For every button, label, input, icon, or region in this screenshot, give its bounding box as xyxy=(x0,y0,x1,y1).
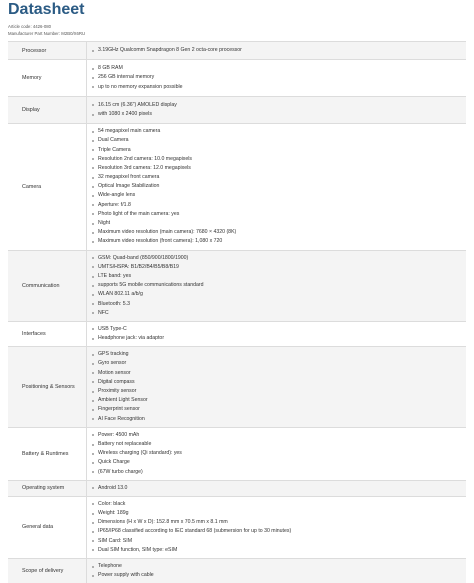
bullet-icon xyxy=(92,487,94,489)
article-code: Article code: 4426-080 xyxy=(8,24,51,29)
bullet-icon xyxy=(92,328,94,330)
spec-value-item xyxy=(91,46,466,55)
spec-value-item xyxy=(91,191,466,200)
bullet-icon xyxy=(92,522,94,524)
bullet-icon xyxy=(92,86,94,88)
bullet-icon xyxy=(92,158,94,160)
spec-value-item xyxy=(91,449,466,458)
spec-value-item xyxy=(91,415,466,424)
spec-value-item xyxy=(91,127,466,136)
spec-values xyxy=(87,481,466,496)
spec-values xyxy=(87,42,466,59)
bullet-icon xyxy=(92,241,94,243)
spec-value-text: up to no memory expansion possible xyxy=(98,83,183,90)
spec-row xyxy=(8,558,466,583)
bullet-icon xyxy=(92,266,94,268)
spec-values xyxy=(87,322,466,346)
spec-value-text: Gyro sensor xyxy=(98,360,127,367)
bullet-icon xyxy=(92,50,94,52)
spec-value-text: NFC xyxy=(98,309,109,316)
bullet-icon xyxy=(92,167,94,169)
spec-value-item xyxy=(91,219,466,228)
spec-value-item xyxy=(91,527,466,536)
spec-value-text: Fingerprint sensor xyxy=(98,406,140,413)
page-title: Datasheet xyxy=(8,1,85,18)
bullet-icon xyxy=(92,363,94,365)
bullet-icon xyxy=(92,531,94,533)
spec-value-text: 54 megapixel main camera xyxy=(98,128,161,135)
bullet-icon xyxy=(92,471,94,473)
spec-value-text: Bluetooth: 5.3 xyxy=(98,300,131,307)
spec-value-item xyxy=(91,405,466,414)
spec-value-text: Digital compass xyxy=(98,378,135,385)
spec-label: Interfaces xyxy=(22,331,46,338)
bullet-icon xyxy=(92,462,94,464)
bullet-icon xyxy=(92,204,94,206)
spec-value-text: Wireless charging (Qi standard): yes xyxy=(98,450,182,457)
spec-value-text: Wide-angle lens xyxy=(98,192,136,199)
spec-value-text: supports 5G mobile communications standard xyxy=(98,282,204,289)
spec-value-text: 256 GB internal memory xyxy=(98,74,155,81)
spec-value-item xyxy=(91,359,466,368)
spec-value-text: Proximity sensor xyxy=(98,388,137,394)
spec-value-item xyxy=(91,173,466,182)
bullet-icon xyxy=(92,391,94,393)
spec-value-text: Dual Camera xyxy=(98,137,129,144)
spec-value-text: GPS tracking xyxy=(98,351,129,358)
spec-value-text: 16.15 cm (6.36") AMOLED display xyxy=(98,101,177,108)
spec-label: Memory xyxy=(22,74,42,81)
spec-value-item xyxy=(91,254,466,263)
spec-row xyxy=(8,346,466,427)
bullet-icon xyxy=(92,131,94,133)
spec-value-item xyxy=(91,110,466,119)
bullet-icon xyxy=(92,381,94,383)
bullet-icon xyxy=(92,338,94,340)
spec-value-text: Aperture: f/1.8 xyxy=(98,201,131,208)
spec-value-text: Ambient Light Sensor xyxy=(98,397,148,404)
bullet-icon xyxy=(92,257,94,259)
spec-value-item xyxy=(91,164,466,173)
spec-value-text: Motion sensor xyxy=(98,369,131,376)
spec-value-item xyxy=(91,155,466,164)
spec-value-text: Battery not replaceable xyxy=(98,440,152,447)
bullet-icon xyxy=(92,177,94,179)
spec-value-text: Resolution 3rd camera: 12.0 megapixels xyxy=(98,164,191,171)
spec-value-text: GSM: Quad-band (850/900/1800/1900) xyxy=(98,254,189,261)
spec-value-item xyxy=(91,210,466,219)
spec-value-text: Maximum video resolution (front camera): 1,080 x 720 xyxy=(98,238,223,245)
bullet-icon xyxy=(92,453,94,455)
bullet-icon xyxy=(92,223,94,225)
bullet-icon xyxy=(92,372,94,374)
spec-value-item xyxy=(91,396,466,405)
bullet-icon xyxy=(92,276,94,278)
article-meta xyxy=(8,23,466,37)
bullet-icon xyxy=(92,409,94,411)
spec-label: Communication xyxy=(22,282,60,289)
spec-value-item xyxy=(91,378,466,387)
spec-value-text: 8 GB RAM xyxy=(98,65,123,72)
spec-value-item xyxy=(91,440,466,449)
bullet-icon xyxy=(92,104,94,106)
spec-value-item xyxy=(91,325,466,334)
spec-row xyxy=(8,480,466,496)
spec-values xyxy=(87,428,466,480)
spec-values xyxy=(87,60,466,96)
bullet-icon xyxy=(92,186,94,188)
spec-value-item xyxy=(91,73,466,82)
spec-value-item xyxy=(91,101,466,110)
spec-value-item xyxy=(91,387,466,396)
spec-values xyxy=(87,497,466,558)
spec-label: Operating system xyxy=(22,485,65,492)
spec-value-text: Resolution 2nd camera: 10.0 megapixels xyxy=(98,155,193,162)
bullet-icon xyxy=(92,294,94,296)
spec-value-text: Triple Camera xyxy=(98,146,131,153)
bullet-icon xyxy=(92,549,94,551)
spec-row xyxy=(8,123,466,249)
spec-row xyxy=(8,427,466,480)
spec-row xyxy=(8,250,466,321)
spec-value-text: Photo light of the main camera: yes xyxy=(98,210,180,217)
spec-value-item xyxy=(91,201,466,210)
bullet-icon xyxy=(92,418,94,420)
manufacturer-part-number: Manufacturer Part Number: M2B0/X6RU xyxy=(8,31,86,36)
spec-values xyxy=(87,559,466,583)
spec-values xyxy=(87,251,466,321)
bullet-icon xyxy=(92,540,94,542)
bullet-icon xyxy=(92,195,94,197)
bullet-icon xyxy=(92,303,94,305)
bullet-icon xyxy=(92,285,94,287)
spec-row xyxy=(8,96,466,123)
spec-value-text: Dual SIM function, SIM type: eSIM xyxy=(98,546,178,553)
spec-value-text: Night xyxy=(98,220,111,226)
spec-value-item xyxy=(91,518,466,527)
spec-value-item xyxy=(91,136,466,145)
spec-value-text: IP65/IP68 classified according to IEC standard 68 (submersion for up to 30 minutes) xyxy=(98,528,292,535)
spec-value-item xyxy=(91,228,466,237)
bullet-icon xyxy=(92,77,94,79)
spec-label: Display xyxy=(22,106,40,113)
spec-value-item xyxy=(91,290,466,299)
spec-value-text: Power supply with cable xyxy=(98,572,154,579)
spec-value-item xyxy=(91,237,466,246)
spec-values xyxy=(87,347,466,427)
spec-value-item xyxy=(91,562,466,571)
spec-value-text: LTE band: yes xyxy=(98,272,132,279)
spec-value-item xyxy=(91,369,466,378)
spec-value-item xyxy=(91,182,466,191)
spec-value-item xyxy=(91,334,466,343)
spec-value-item xyxy=(91,571,466,580)
spec-value-item xyxy=(91,468,466,477)
spec-row xyxy=(8,41,466,59)
spec-value-text: Optical Image Stabilization xyxy=(98,183,160,190)
spec-value-item xyxy=(91,300,466,309)
spec-value-text: Weight: 189g xyxy=(98,510,129,517)
spec-values xyxy=(87,124,466,249)
bullet-icon xyxy=(92,444,94,446)
spec-value-item xyxy=(91,64,466,73)
spec-value-item xyxy=(91,500,466,509)
bullet-icon xyxy=(92,434,94,436)
bullet-icon xyxy=(92,400,94,402)
spec-values xyxy=(87,97,466,123)
spec-label: General data xyxy=(22,524,54,531)
spec-label: Camera xyxy=(22,183,42,190)
spec-value-item xyxy=(91,263,466,272)
spec-value-item xyxy=(91,146,466,155)
spec-value-item xyxy=(91,509,466,518)
bullet-icon xyxy=(92,513,94,515)
spec-value-text: Quick Charge xyxy=(98,459,130,466)
bullet-icon xyxy=(92,68,94,70)
spec-row xyxy=(8,496,466,558)
spec-value-text: Color: black xyxy=(98,500,126,507)
spec-row xyxy=(8,321,466,346)
spec-value-text: AI Face Recognition xyxy=(98,415,145,422)
spec-value-text: WLAN 802.11 a/b/g xyxy=(98,291,143,298)
bullet-icon xyxy=(92,354,94,356)
spec-value-text: (67W turbo charge) xyxy=(98,468,143,475)
spec-value-text: Power: 4500 mAh xyxy=(98,431,140,438)
bullet-icon xyxy=(92,575,94,577)
spec-label: Battery & Runtimes xyxy=(22,450,69,457)
spec-value-text: Android 13.0 xyxy=(98,484,128,491)
spec-value-item xyxy=(91,546,466,555)
spec-value-item xyxy=(91,281,466,290)
bullet-icon xyxy=(92,312,94,314)
spec-row xyxy=(8,59,466,96)
spec-label: Processor xyxy=(22,47,47,54)
spec-value-text: with 1080 x 2400 pixels xyxy=(98,110,152,117)
spec-value-item xyxy=(91,83,466,92)
spec-value-item xyxy=(91,350,466,359)
spec-value-item xyxy=(91,458,466,467)
spec-value-text: 32 megapixel front camera xyxy=(98,174,160,181)
spec-value-text: USB Type-C xyxy=(98,325,127,332)
spec-value-item xyxy=(91,537,466,546)
bullet-icon xyxy=(92,232,94,234)
spec-value-text: UMTS/HSPA: B1/B2/B4/B5/B8/B19 xyxy=(98,263,179,270)
bullet-icon xyxy=(92,149,94,151)
spec-value-item xyxy=(91,431,466,440)
bullet-icon xyxy=(92,566,94,568)
bullet-icon xyxy=(92,114,94,116)
spec-value-text: Telephone xyxy=(98,563,122,569)
spec-value-text: Maximum video resolution (main camera): 7680 × 4320 (8K) xyxy=(98,229,237,236)
spec-value-text: SIM Card: SIM xyxy=(98,537,133,544)
spec-value-item xyxy=(91,309,466,318)
spec-table xyxy=(8,41,466,583)
bullet-icon xyxy=(92,503,94,505)
spec-value-text: Headphone jack: via adaptor xyxy=(98,335,165,342)
spec-value-text: 3.19GHz Qualcomm Snapdragon 8 Gen 2 octa-core processor xyxy=(98,47,242,53)
bullet-icon xyxy=(92,213,94,215)
spec-label: Positioning & Sensors xyxy=(22,384,75,390)
spec-label: Scope of delivery xyxy=(22,568,64,575)
bullet-icon xyxy=(92,140,94,142)
spec-value-text: Dimensions (H x W x D): 152.8 mm x 70.5 mm x 8.1 mm xyxy=(98,519,228,526)
spec-value-item xyxy=(91,272,466,281)
spec-value-item xyxy=(91,484,466,493)
